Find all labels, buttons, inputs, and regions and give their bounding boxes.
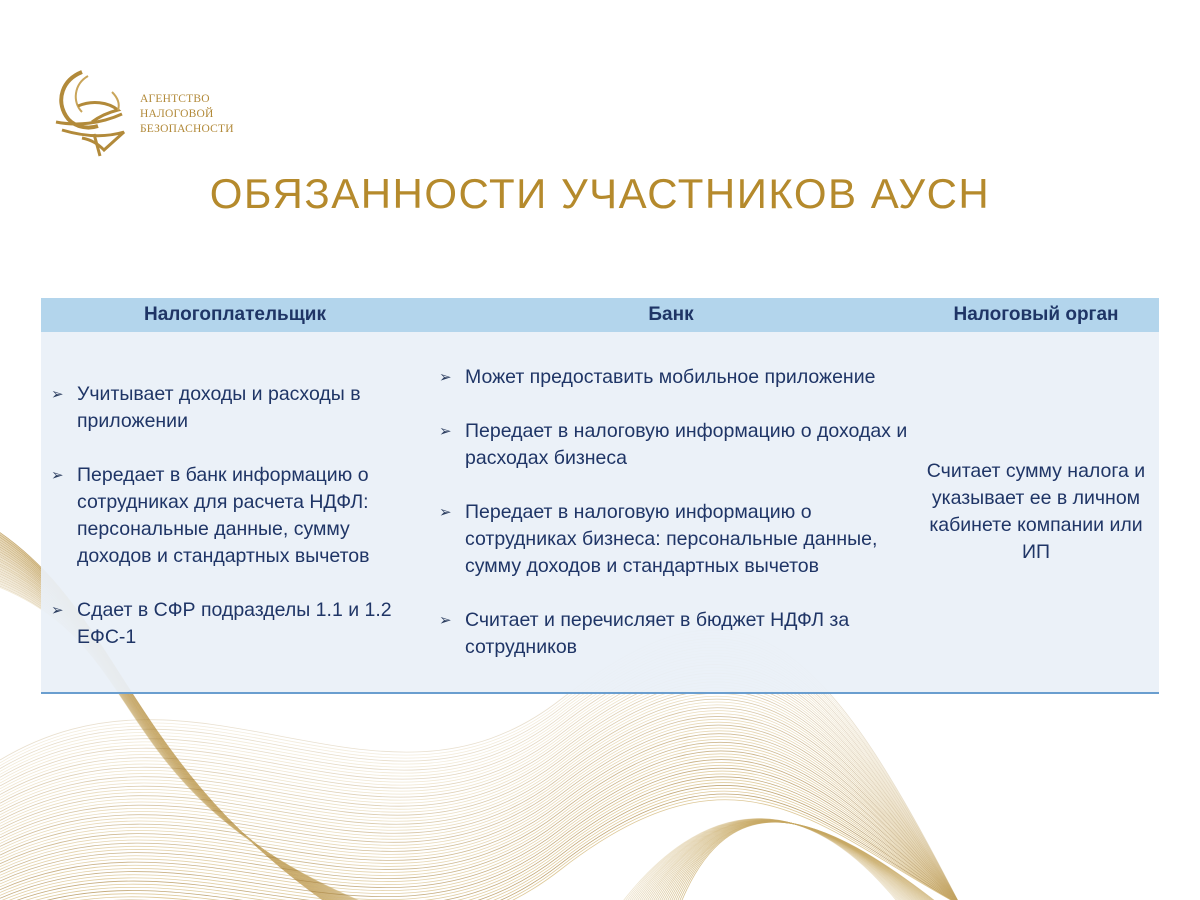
taxpayer-list xyxy=(41,381,429,651)
header-bank: Банк xyxy=(429,298,913,332)
slide-title: ОБЯЗАННОСТИ УЧАСТНИКОВ АУСН xyxy=(209,170,991,217)
taxpayer-cell xyxy=(41,332,429,693)
wave-line xyxy=(0,705,960,900)
list-item xyxy=(429,418,913,472)
wave-line xyxy=(0,708,960,900)
arrowhead-bullet-icon: ➢ xyxy=(439,503,452,521)
wave-line xyxy=(0,757,960,900)
arrowhead-bullet-icon: ➢ xyxy=(51,602,64,619)
list-item xyxy=(429,499,913,580)
agency-name xyxy=(140,92,234,137)
table-row xyxy=(41,332,1159,693)
list-item xyxy=(429,364,913,391)
list-item-text: Передает в налоговую информацию о доходах и расходах бизнеса xyxy=(465,419,908,469)
list-item xyxy=(41,597,429,651)
list-item-text: Учитывает доходы и расходы в приложении xyxy=(77,383,361,432)
header-tax-authority: Налоговый орган xyxy=(913,298,1159,332)
list-item-text: Может предоставить мобильное приложение xyxy=(465,365,876,388)
agency-logo xyxy=(52,66,262,162)
list-item-text: Считает и перечисляет в бюджет НДФЛ за сотрудников xyxy=(465,608,850,658)
wave-line xyxy=(0,785,960,900)
agency-name-line-3: БЕЗОПАСНОСТИ xyxy=(140,123,234,135)
list-item xyxy=(41,462,429,570)
bank-cell xyxy=(429,332,913,693)
arrowhead-bullet-icon: ➢ xyxy=(439,611,452,629)
bank-list xyxy=(429,364,913,661)
arrowhead-bullet-icon: ➢ xyxy=(439,368,452,386)
duties-table xyxy=(41,298,1159,694)
table-header-row xyxy=(41,298,1159,332)
list-item-text: Передает в налоговую информацию о сотрудниках бизнеса: персональные данные, сумму доходов и стандартных вычетов xyxy=(465,500,878,577)
wave-line xyxy=(0,676,960,900)
arrowhead-bullet-icon: ➢ xyxy=(51,386,64,403)
arrowhead-bullet-icon: ➢ xyxy=(51,467,64,484)
agency-emblem-icon xyxy=(52,66,134,162)
agency-name-line-2: НАЛОГОВОЙ xyxy=(140,108,214,120)
tax-authority-cell: Считает сумму налога и указывает ее в личном кабинете компании или ИП xyxy=(913,332,1159,693)
agency-name-line-1: АГЕНТСТВО xyxy=(140,93,210,105)
list-item-text: Передает в банк информацию о сотрудниках для расчета НДФЛ: персональные данные, сумму доходов и стандартных вычетов xyxy=(77,464,370,567)
arrowhead-bullet-icon: ➢ xyxy=(439,422,452,440)
header-taxpayer: Налогоплательщик xyxy=(41,298,429,332)
list-item xyxy=(429,607,913,661)
list-item xyxy=(41,381,429,435)
list-item-text: Сдает в СФР подразделы 1.1 и 1.2 ЕФС-1 xyxy=(77,599,392,648)
